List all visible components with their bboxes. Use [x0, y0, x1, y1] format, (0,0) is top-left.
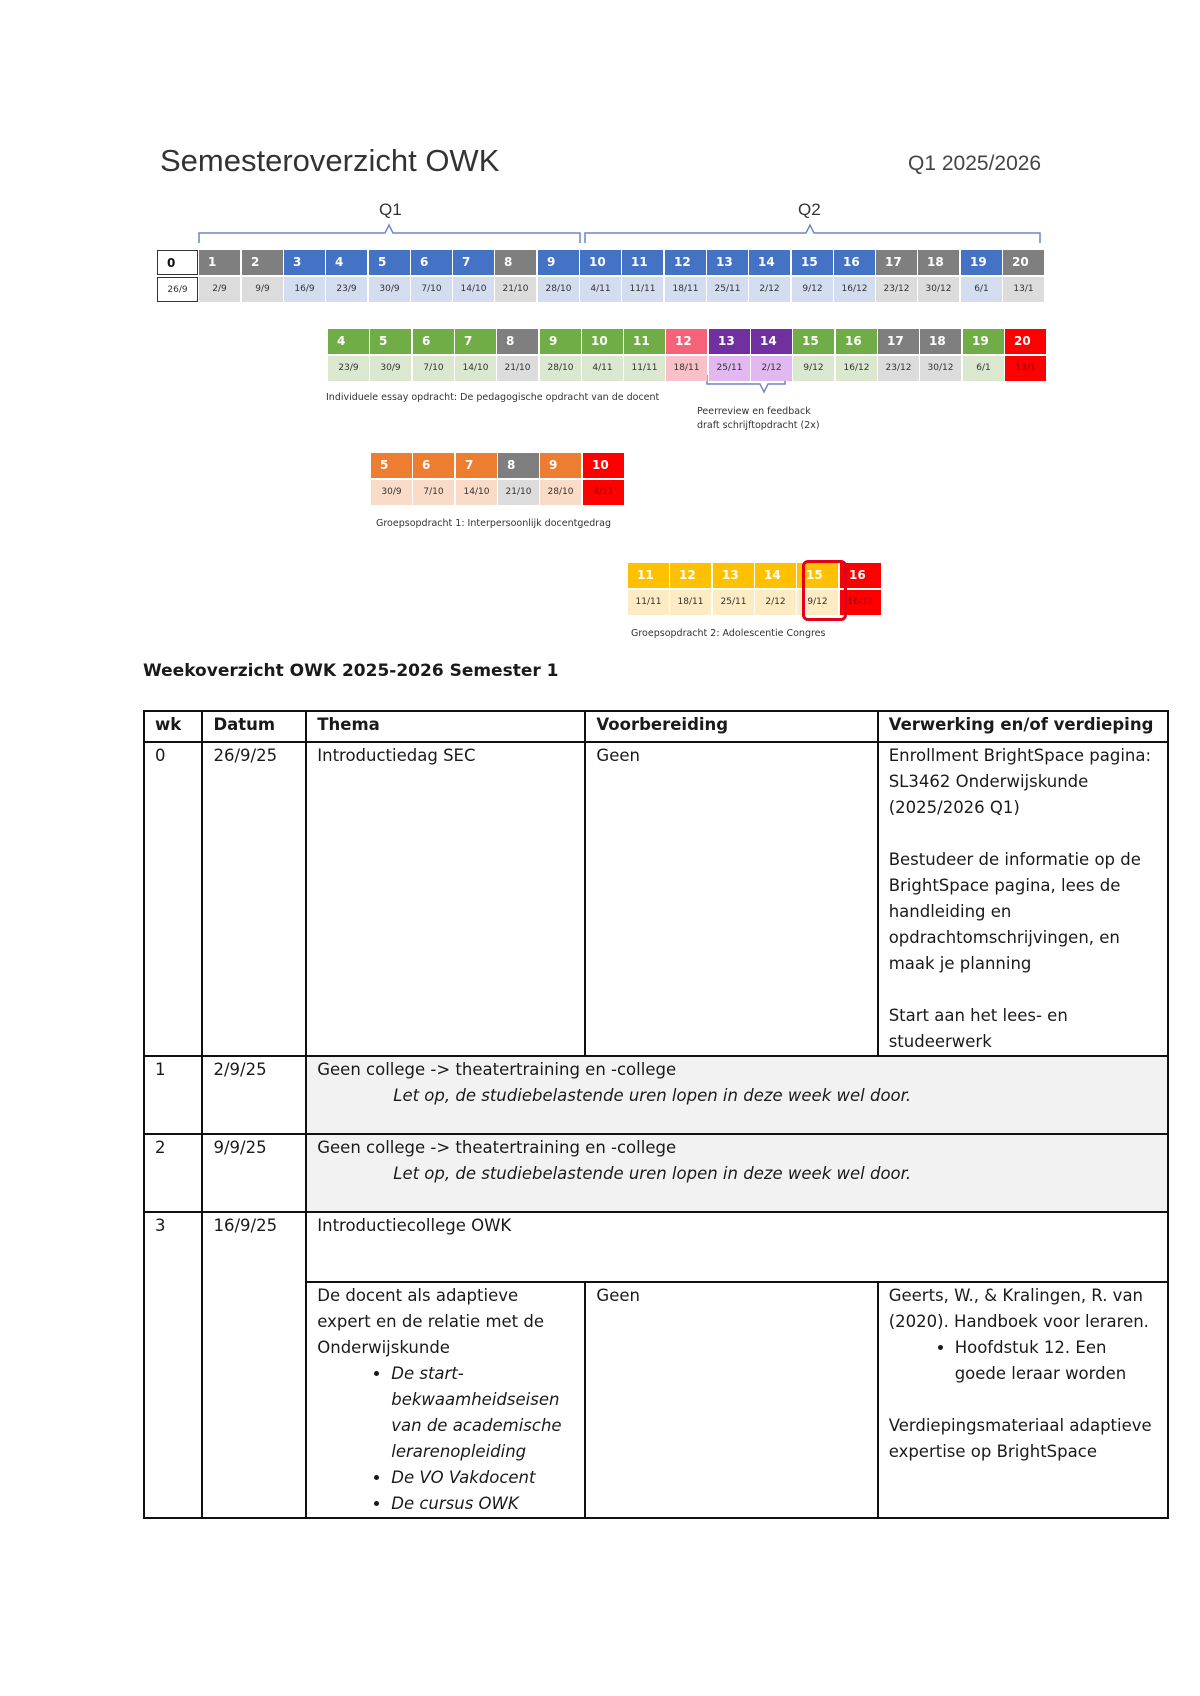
- week-number-cell: 11: [624, 329, 665, 354]
- week-number-cell: 8: [498, 453, 539, 478]
- week-number-cell: 11: [622, 250, 663, 275]
- header-theme: Thema: [306, 711, 585, 742]
- work-start-reading: Start aan het lees- en studeerwerk: [888, 1006, 1068, 1051]
- week-date-cell: 4/11: [583, 480, 624, 505]
- week-date-cell: 30/9: [369, 277, 410, 302]
- week-number-cell: 19: [961, 250, 1002, 275]
- essay-caption: Individuele essay opdracht: De pedagogische opdracht van de docent: [326, 392, 660, 403]
- week-date-cell: 23/12: [876, 277, 917, 302]
- week-number-cell: 16: [836, 329, 877, 354]
- week-date-cell: 9/12: [793, 356, 834, 381]
- cell-wk: 2: [144, 1134, 202, 1212]
- week-number-cell: 9: [538, 250, 579, 275]
- week-number-cell: 8: [495, 250, 536, 275]
- week-date-cell: 7/10: [411, 277, 452, 302]
- no-lecture-text: Geen college -> theatertraining en -college: [317, 1060, 677, 1079]
- week-number-cell: 0: [157, 250, 198, 275]
- week-number-cell: 13: [713, 563, 754, 588]
- cell-theme: [306, 1282, 585, 1518]
- week-date-cell: 16/9: [284, 277, 325, 302]
- week-date-cell: 25/11: [709, 356, 750, 381]
- week-number-cell: 16: [840, 563, 881, 588]
- week-date-cell: 11/11: [624, 356, 665, 381]
- week-date-cell: 28/10: [540, 356, 581, 381]
- weekoverview-title: Weekoverzicht OWK 2025-2026 Semester 1: [143, 661, 559, 681]
- week-number-cell: 20: [1005, 329, 1046, 354]
- week-number-cell: 8: [497, 329, 538, 354]
- week-date-cell: 2/12: [749, 277, 790, 302]
- header-prep: Voorbereiding: [585, 711, 877, 742]
- peerreview-note-2: draft schrijftopdracht (2x): [697, 420, 820, 431]
- header-wk: wk: [144, 711, 202, 742]
- list-item: • De cursus OWK: [391, 1491, 574, 1517]
- header-date: Datum: [202, 711, 306, 742]
- cell-theme: Introductiedag SEC: [306, 742, 585, 1056]
- week-date-cell: 14/10: [456, 480, 497, 505]
- cell-date: 2/9/25: [202, 1056, 306, 1134]
- week-number-cell: 17: [876, 250, 917, 275]
- peerreview-note-1: Peerreview en feedback: [697, 406, 811, 417]
- week-number-cell: 14: [749, 250, 790, 275]
- week-number-cell: 7: [455, 329, 496, 354]
- study-hours-note: Let op, de studiebelastende uren lopen in deze week wel door.: [393, 1086, 912, 1105]
- week-number-cell: 6: [411, 250, 452, 275]
- week-number-cell: 13: [709, 329, 750, 354]
- week-number-cell: 15: [792, 250, 833, 275]
- week-date-cell: 21/10: [498, 480, 539, 505]
- week-date-cell: 28/10: [538, 277, 579, 302]
- header-work: Verwerking en/of verdieping: [878, 711, 1168, 742]
- work-study-info: Bestudeer de informatie op de BrightSpace pagina, lees de handleiding en opdrachtomschrijvingen, en maak je planning: [888, 850, 1141, 973]
- cell-date: 9/9/25: [202, 1134, 306, 1212]
- week-number-cell: 12: [670, 563, 711, 588]
- week-number-cell: 11: [628, 563, 669, 588]
- week-date-cell: 21/10: [497, 356, 538, 381]
- week-date-cell: 4/11: [580, 277, 621, 302]
- q1-label: Q1: [379, 200, 402, 219]
- week-date-cell: 14/10: [453, 277, 494, 302]
- overview-period: Q1 2025/2026: [908, 152, 1042, 175]
- week-number-cell: 16: [834, 250, 875, 275]
- cell-intro: Introductiecollege OWK: [306, 1212, 1168, 1282]
- week-number-cell: 12: [665, 250, 706, 275]
- week-date-cell: 11/11: [628, 590, 669, 615]
- week-date-cell: 7/10: [413, 480, 454, 505]
- week-date-cell: 2/12: [755, 590, 796, 615]
- week-date-cell: 6/1: [961, 277, 1002, 302]
- week-date-cell: 23/9: [326, 277, 367, 302]
- week-number-cell: 14: [755, 563, 796, 588]
- study-hours-note: Let op, de studiebelastende uren lopen in deze week wel door.: [393, 1164, 912, 1183]
- table-row: [144, 1056, 1168, 1134]
- week-date-cell: 16/12: [840, 590, 881, 615]
- week-number-cell: 6: [413, 329, 454, 354]
- cell-work: [878, 1282, 1168, 1518]
- cell-date: 26/9/25: [202, 742, 306, 1056]
- week-date-cell: 9/12: [792, 277, 833, 302]
- theme-text: De docent als adaptieve expert en de relatie met de Onderwijskunde: [317, 1286, 545, 1357]
- group1-caption: Groepsopdracht 1: Interpersoonlijk docentgedrag: [376, 518, 611, 529]
- week-number-cell: 9: [540, 453, 581, 478]
- q2-label: Q2: [798, 200, 821, 219]
- cell-prep: Geen: [585, 742, 877, 1056]
- week-number-cell: 17: [878, 329, 919, 354]
- cell-date: 16/9/25: [202, 1212, 306, 1518]
- week-number-cell: 10: [582, 329, 623, 354]
- table-row: [144, 742, 1168, 1056]
- week-date-cell: 4/11: [582, 356, 623, 381]
- work-extra: Verdiepingsmateriaal adaptieve expertise op BrightSpace: [888, 1416, 1152, 1461]
- week-date-cell: 9/12: [797, 590, 838, 615]
- week-date-cell: 11/11: [622, 277, 663, 302]
- week-number-cell: 9: [540, 329, 581, 354]
- week-date-cell: 25/11: [713, 590, 754, 615]
- table-row: [144, 1212, 1168, 1282]
- list-item: • Hoofdstuk 12. Een goede leraar worden: [955, 1335, 1157, 1387]
- week-date-cell: 6/1: [963, 356, 1004, 381]
- week-number-cell: 1: [199, 250, 240, 275]
- week-number-cell: 18: [918, 250, 959, 275]
- week-date-cell: 30/9: [370, 356, 411, 381]
- cell-note: [306, 1056, 1168, 1134]
- week-number-cell: 2: [242, 250, 283, 275]
- week-number-cell: 14: [751, 329, 792, 354]
- week-date-cell: 7/10: [413, 356, 454, 381]
- work-enrollment: Enrollment BrightSpace pagina: SL3462 Onderwijskunde (2025/2026 Q1): [888, 746, 1152, 817]
- week-number-cell: 13: [707, 250, 748, 275]
- cell-work: [878, 742, 1168, 1056]
- week-number-cell: 4: [328, 329, 369, 354]
- week-date-cell: 2/12: [751, 356, 792, 381]
- week-date-cell: 23/9: [328, 356, 369, 381]
- cell-wk: 1: [144, 1056, 202, 1134]
- week-number-cell: 5: [371, 453, 412, 478]
- week-date-cell: 13/1: [1005, 356, 1046, 381]
- cell-prep: Geen: [585, 1282, 877, 1518]
- week-date-cell: 30/12: [920, 356, 961, 381]
- week-date-cell: 14/10: [455, 356, 496, 381]
- group2-caption: Groepsopdracht 2: Adolescentie Congres: [631, 628, 826, 639]
- week-number-cell: 7: [453, 250, 494, 275]
- table-header-row: [144, 711, 1168, 742]
- week-number-cell: 4: [326, 250, 367, 275]
- week-date-cell: 9/9: [242, 277, 283, 302]
- week-number-cell: 10: [583, 453, 624, 478]
- list-item: • De start-bekwaamheidseisen van de academische lerarenopleiding: [391, 1361, 574, 1465]
- cell-wk: 3: [144, 1212, 202, 1518]
- theme-bullets: [317, 1361, 574, 1517]
- week-date-cell: 16/12: [836, 356, 877, 381]
- week-date-cell: 18/11: [666, 356, 707, 381]
- week-date-cell: 21/10: [495, 277, 536, 302]
- table-row: [144, 1134, 1168, 1212]
- week-date-cell: 18/11: [665, 277, 706, 302]
- week-number-cell: 19: [963, 329, 1004, 354]
- week-date-cell: 16/12: [834, 277, 875, 302]
- week-date-cell: 18/11: [670, 590, 711, 615]
- week-number-cell: 10: [580, 250, 621, 275]
- week-date-cell: 30/12: [918, 277, 959, 302]
- no-lecture-text: Geen college -> theatertraining en -college: [317, 1138, 677, 1157]
- week-number-cell: 3: [284, 250, 325, 275]
- week-date-cell: 2/9: [199, 277, 240, 302]
- week-number-cell: 5: [370, 329, 411, 354]
- week-number-cell: 20: [1003, 250, 1044, 275]
- cell-wk: 0: [144, 742, 202, 1056]
- week-number-cell: 18: [920, 329, 961, 354]
- week-date-cell: 25/11: [707, 277, 748, 302]
- week-date-cell: 23/12: [878, 356, 919, 381]
- week-number-cell: 12: [666, 329, 707, 354]
- week15-highlight: [802, 560, 847, 621]
- week-date-cell: 26/9: [157, 277, 198, 302]
- cell-note: [306, 1134, 1168, 1212]
- week-date-cell: 13/1: [1003, 277, 1044, 302]
- list-item: • De VO Vakdocent: [391, 1465, 574, 1491]
- week-number-cell: 15: [793, 329, 834, 354]
- week-number-cell: 15: [797, 563, 838, 588]
- work-reference: Geerts, W., & Kralingen, R. van (2020). Handboek voor leraren.: [888, 1286, 1149, 1331]
- week-number-cell: 5: [369, 250, 410, 275]
- work-bullets: [889, 1335, 1157, 1387]
- week-date-cell: 30/9: [371, 480, 412, 505]
- week-number-cell: 7: [456, 453, 497, 478]
- overview-title: Semesteroverzicht OWK: [160, 143, 500, 178]
- weekoverview-table: [143, 710, 1169, 1519]
- week-number-cell: 6: [413, 453, 454, 478]
- week-date-cell: 28/10: [540, 480, 581, 505]
